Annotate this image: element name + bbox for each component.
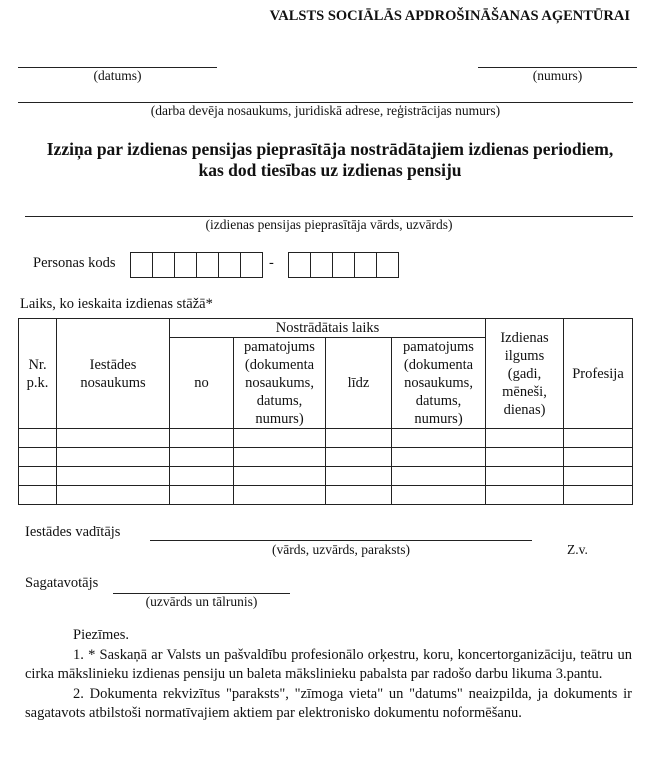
header-basis-to: pamatojums (dokumenta nosaukums, datums, numurs) <box>392 338 486 429</box>
date-label: (datums) <box>93 68 142 83</box>
seal-place: Z.v. <box>567 542 588 557</box>
header-duration: Izdienas ilgums (gadi, mēneši, dienas) <box>486 319 564 429</box>
note-item: 1. * Saskaņā ar Valsts un pašvaldību profesionālo orķestru, koru, koncertorganizāciju, teātru un cirka mākslinieku izdienas pensiju un baleta mākslinieku pabalsta par radošo darbu likuma 3.pantu. <box>25 646 632 682</box>
notes <box>25 626 632 724</box>
personal-code-part2[interactable] <box>288 252 399 278</box>
document-title-line1: Izziņa par izdienas pensijas pieprasītāja nostrādātajiem izdienas periodiem, <box>46 139 614 159</box>
recipient-heading: VALSTS SOCIĀLĀS APDROŠINĀŠANAS AĢENTŪRAI <box>269 8 630 24</box>
note-item: 2. Dokumenta rekvizītus "paraksts", "zīmoga vieta" un "datums" neaizpilda, ja dokuments ir sagatavots atbilstoši normatīvajiem aktiem par elektronisko dokumentu noformēšanu. <box>25 685 632 721</box>
head-sublabel: (vārds, uzvārds, paraksts) <box>272 542 410 557</box>
preparer-label: Sagatavotājs <box>25 575 99 591</box>
personal-code-dash: - <box>269 255 274 271</box>
personal-code-label: Personas kods <box>33 255 116 271</box>
header-from: no <box>170 338 234 429</box>
document-title-line2: kas dod tiesības uz izdienas pensiju <box>198 160 462 180</box>
table-caption: Laiks, ko ieskaita izdienas stāžā* <box>20 296 213 312</box>
personal-code-part1[interactable] <box>130 252 263 278</box>
notes-heading: Piezīmes. <box>73 627 129 643</box>
header-institution: Iestādes nosaukums <box>57 319 170 429</box>
preparer-sublabel: (uzvārds un tālrunis) <box>145 594 258 609</box>
number-label: (numurs) <box>532 68 583 83</box>
header-profession: Profesija <box>564 319 633 429</box>
employer-label: (darba devēja nosaukums, juridiskā adrese, reģistrācijas numurs) <box>150 103 501 118</box>
table-row[interactable] <box>19 486 633 505</box>
head-label: Iestādes vadītājs <box>25 524 121 540</box>
service-periods-table <box>18 318 633 505</box>
table-row[interactable] <box>19 429 633 448</box>
head-signature-field[interactable] <box>150 540 532 541</box>
header-nr: Nr. p.k. <box>19 319 57 429</box>
table-row[interactable] <box>19 467 633 486</box>
header-worked-time: Nostrādātais laiks <box>170 319 486 338</box>
header-basis-from: pamatojums (dokumenta nosaukums, datums, numurs) <box>234 338 326 429</box>
header-to: līdz <box>326 338 392 429</box>
applicant-label: (izdienas pensijas pieprasītāja vārds, uzvārds) <box>205 217 453 232</box>
table-row[interactable] <box>19 448 633 467</box>
